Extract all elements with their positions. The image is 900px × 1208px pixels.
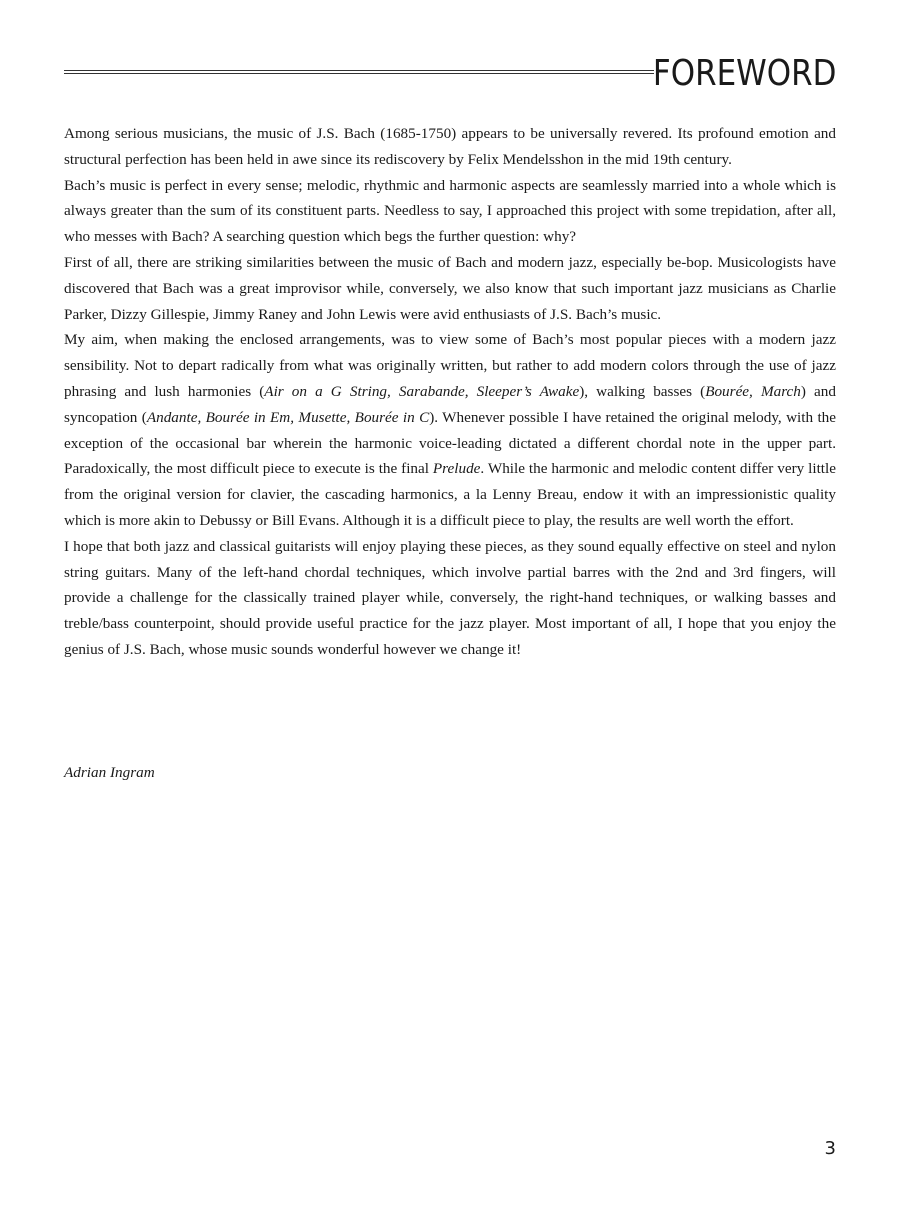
italic-title-text: Air on a G String, Sarabande, Sleeper’s Awake	[264, 382, 580, 400]
page-header	[64, 52, 836, 96]
body-paragraph	[64, 327, 836, 533]
body-paragraph	[64, 534, 836, 663]
italic-title-text: Bourée, March	[705, 382, 801, 400]
paragraph-text: First of all, there are striking similarities between the music of Bach and modern jazz, especially be-bop. Musicologists have discovered that Bach was a great improvisor while, conversely, we also know that such important jazz musicians as Charlie Parker, Dizzy Gillespie, Jimmy Raney and John Lewis were avid enthusiasts of J.S. Bach’s music.	[64, 253, 836, 323]
body-paragraph	[64, 121, 836, 173]
paragraph-text: ) and syncopation (	[64, 382, 836, 426]
italic-title-text: Andante, Bourée in Em, Musette, Bourée in C	[146, 408, 430, 426]
header-rule	[64, 70, 654, 74]
foreword-body	[64, 121, 836, 663]
page-number: 3	[824, 1138, 836, 1159]
body-paragraph	[64, 173, 836, 250]
paragraph-text: ), walking basses (	[579, 382, 706, 400]
paragraph-text: Among serious musicians, the music of J.S. Bach (1685-1750) appears to be universally revered. Its profound emotion and structural perfection has been held in awe since its rediscovery by Felix Mendelsshon in the mid 19th century.	[64, 125, 836, 168]
paragraph-text: . While the harmonic and melodic content differ very little from the original version for clavier, the cascading harmonics, a la Lenny Breau, endow it with an impressionistic quality which is more akin to Debussy or Bill Evans. Although it is a difficult piece to play, the results are well worth the effort.	[64, 460, 836, 529]
paragraph-text: Bach’s music is perfect in every sense; melodic, rhythmic and harmonic aspects are seamlessly married into a whole which is always greater than the sum of its constituent parts. Needless to say, I approached this project with some trepidation, after all, who messes with Bach? A searching question which begs the further question: why?	[64, 176, 836, 246]
body-paragraph	[64, 250, 836, 327]
paragraph-text: ). Whenever possible I have retained the original melody, with the exception of the occasional bar wherein the harmonic voice-leading dictated a different chordal note in the upper part. Paradoxically, the most difficult piece to execute is the final	[64, 408, 837, 478]
paragraph-text: My aim, when making the enclosed arrangements, was to view some of Bach’s most popular pieces with a modern jazz sensibility. Not to depart radically from what was originally written, but rather to add modern colors through the use of jazz phrasing and lush harmonies (	[64, 331, 836, 400]
italic-title-text: Prelude	[432, 460, 481, 478]
paragraph-text: I hope that both jazz and classical guitarists will enjoy playing these pieces, as they sound equally effective on steel and nylon string guitars. Many of the left-hand chordal techniques, which involve partial barres with the 2nd and 3rd fingers, will provide a challenge for the classically trained player while, conversely, the right-hand techniques, or walking basses and treble/bass counterpoint, should provide useful practice for the jazz player. Most important of all, I hope that you enjoy the genius of J.S. Bach, whose music sounds wonderful however we change it!	[64, 537, 836, 658]
author-signature: Adrian Ingram	[64, 764, 155, 781]
page-title: FOREWORD	[652, 53, 836, 94]
